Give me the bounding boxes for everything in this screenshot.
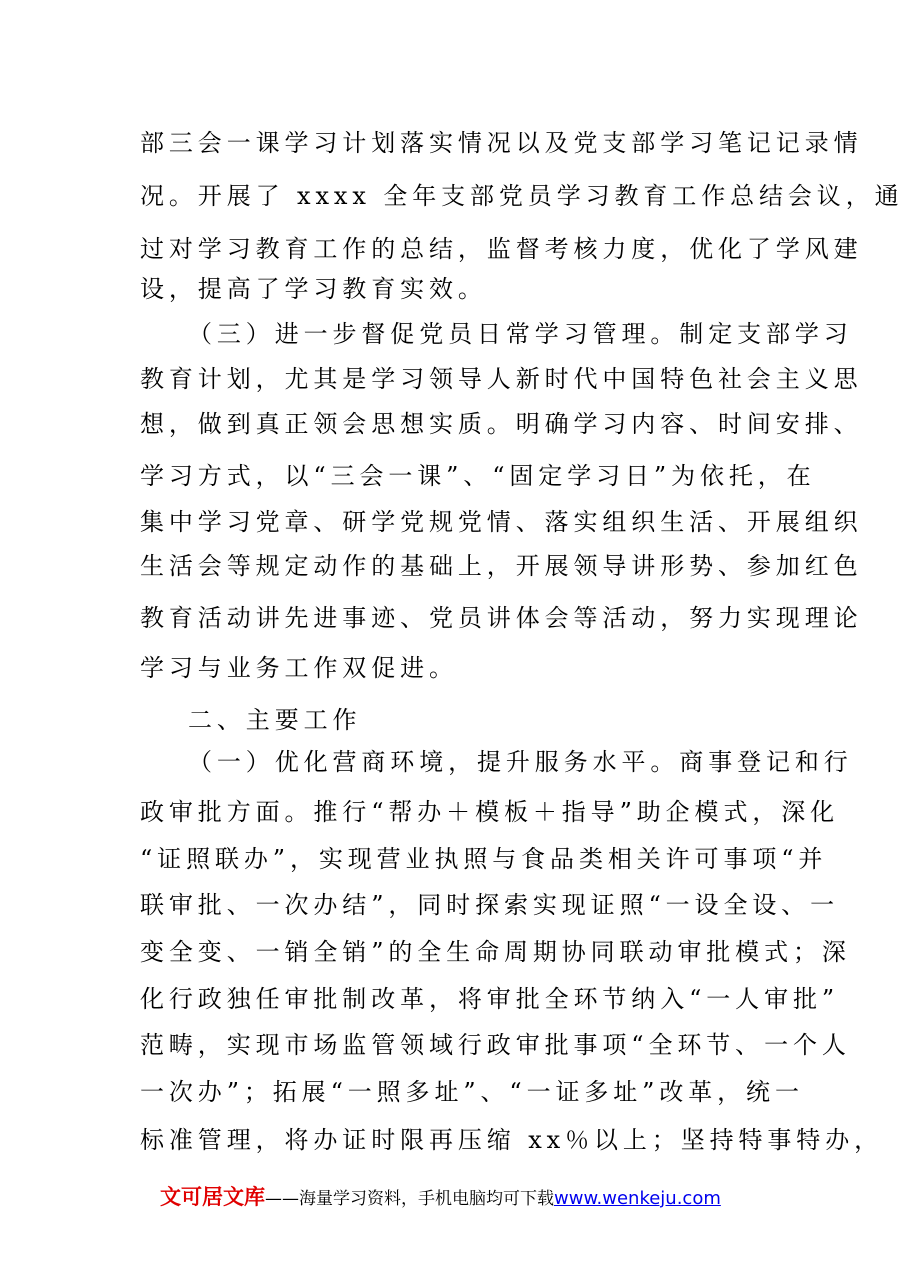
body-line: 教育计划，尤其是学习领导人新时代中国特色社会主义思 <box>140 365 863 393</box>
body-line: “证照联办”，实现营业执照与食品类相关许可事项“并 <box>140 845 828 873</box>
body-line: 生活会等规定动作的基础上，开展领导讲形势、参加红色 <box>140 552 863 580</box>
chapter-heading: 二、主要工作 <box>188 706 362 734</box>
body-line: 集中学习党章、研学党规党情、落实组织生活、开展组织 <box>140 508 863 536</box>
body-line: 部三会一课学习计划落实情况以及党支部学习笔记记录情 <box>140 129 863 157</box>
footer-tagline: ——海量学习资料，手机电脑均可下载 <box>265 1189 554 1209</box>
body-line: 过对学习教育工作的总结，监督考核力度，优化了学风建 <box>140 235 863 263</box>
body-line: 想，做到真正领会思想实质。明确学习内容、时间安排、 <box>140 410 863 438</box>
body-line: 标准管理，将办证时限再压缩 xx％以上；坚持特事特办， <box>140 1126 883 1154</box>
body-line: 联审批、一次办结”，同时探索实现证照“一设全设、一 <box>140 891 840 919</box>
footer-site-link[interactable]: www.wenkeju.com <box>554 1188 721 1209</box>
section-heading-1: （一）优化营商环境，提升服务水平。商事登记和行 <box>188 748 853 776</box>
body-line: 设，提高了学习教育实效。 <box>140 275 487 303</box>
body-line: 学习方式，以“三会一课”、“固定学习日”为依托，在 <box>140 462 816 490</box>
body-line: 变全变、一销全销”的全生命周期协同联动审批模式；深 <box>140 938 851 966</box>
body-line: 学习与业务工作双促进。 <box>140 654 458 682</box>
body-line: 一次办”；拓展“一照多址”、“一证多址”改革，统一 <box>140 1078 804 1106</box>
body-line: 况。开展了 xxxx 全年支部党员学习教育工作总结会议，通 <box>140 182 904 210</box>
body-line: 教育活动讲先进事迹、党员讲体会等活动，努力实现理论 <box>140 604 863 632</box>
body-line: 化行政独任审批制改革，将审批全环节纳入“一人审批” <box>140 985 840 1013</box>
footer-banner <box>160 1181 780 1215</box>
footer-brand: 文可居文库 <box>160 1185 265 1209</box>
section-heading-3: （三）进一步督促党员日常学习管理。制定支部学习 <box>188 320 853 348</box>
body-line: 范畴，实现市场监管领域行政审批事项“全环节、一个人 <box>140 1031 851 1059</box>
body-line: 政审批方面。推行“帮办＋模板＋指导”助企模式，深化 <box>140 798 840 826</box>
